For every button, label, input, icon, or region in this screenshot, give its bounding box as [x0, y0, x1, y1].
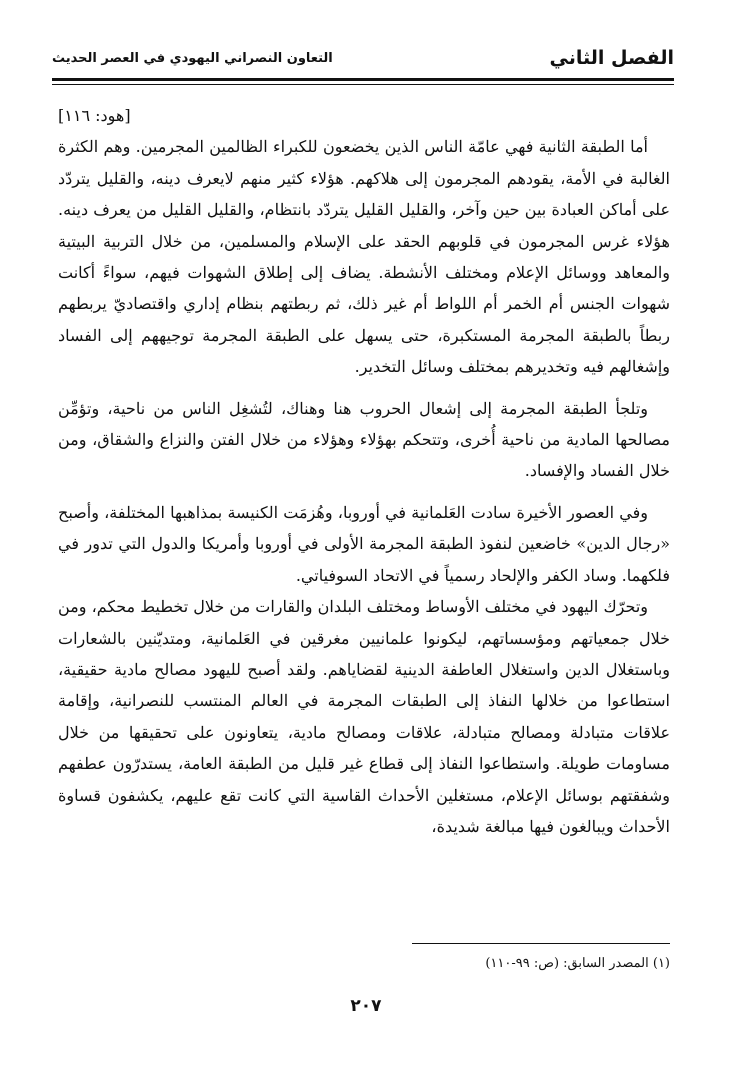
footnote: (١) المصدر السابق: (ص: ٩٩-١١٠)	[485, 956, 670, 971]
quran-reference: [هود: ١١٦]	[58, 106, 131, 125]
paragraph-1: أما الطبقة الثانية فهي عامّة الناس الذين يخضعون للكبراء الظالمين المجرمين. وهم الكثرة الغالبة في الأمة، يقودهم المجرمون إلى هلاكهم. هؤلاء كثير منهم لايعرف دينه، والقليل يتردّد على أماكن العبادة بين حين وآخر، والقليل القليل يتردّد بانتظام، والقليل القليل من يعرف دينه. هؤلاء غرس المجرمون في قلوبهم الحقد على الإسلام والمسلمين، من خلال التربية البيتية والمعاهد ووسائل الإعلام ومختلف الأنشطة. يضاف إلى إطلاق الشهوات فيهم، سواءً أكانت شهوات الجنس أم الخمر أم اللواط أم غير ذلك، ثم ربطتهم بنظام إداري واقتصاديّ يربطهم ربطاً بالطبقة المجرمة المستكبرة، حتى يسهل على الطبقة المجرمة توجيههم إلى الفساد وإشغالهم فيه وتخديرهم بمختلف وسائل التخدير.	[58, 137, 670, 377]
header-rule-thin	[52, 84, 674, 85]
paragraph-4: وتحرّك اليهود في مختلف الأوساط ومختلف البلدان والقارات من خلال تخطيط محكم، ومن خلال جمعياتهم ومؤسساتهم، ليكونوا علمانيين مغرقين في العَلمانية، ومتديّنين بالشعارات وباستغلال الدين واستغلال العاطفة الدينية لقضاياهم. ولقد أصبح لليهود مصالح مادية حقيقية، استطاعوا من خلالها النفاذ إلى الطبقات المجرمة في العالم المنتسب للنصرانية، وإقامة علاقات متبادلة ومصالح متبادلة، علاقات ومصالح مادية، يتعاونون على تحقيقها من خلال مساومات طويلة. واستطاعوا النفاذ إلى قطاع غير قليل من الطبقة العامة، يستدرّون عطفهم وشفقتهم بوسائل الإعلام، مستغلين الأحداث القاسية التي كانت تقع عليهم، يكشفون قساوة الأحداث ويبالغون فيها مبالغة شديدة،	[58, 597, 671, 836]
chapter-title: الفصل الثاني	[549, 47, 674, 69]
page-number: ٢٠٧	[350, 996, 382, 1016]
running-header	[52, 40, 674, 76]
header-rule-thick	[52, 78, 674, 81]
body-text	[58, 100, 670, 842]
book-title: التعاون النصراني اليهودي في العصر الحديث	[52, 50, 333, 66]
footnote-rule	[412, 943, 670, 944]
paragraph-2: وتلجأ الطبقة المجرمة إلى إشعال الحروب هنا وهناك، لتُشغِل الناس من ناحية، وتؤمِّن مصالحها المادية من ناحية أُخرى، وتتحكم بهؤلاء وهؤلاء من خلال الفتن والنزاع والشقاق، ومن خلال الفساد والإفساد.	[58, 398, 670, 481]
paragraph-3: وفي العصور الأخيرة سادت العَلمانية في أوروبا، وهُزمَت الكنيسة بمذاهبها المختلفة، وأصبح «رجال الدين» خاضعين لنفوذ الطبقة المجرمة الأولى في أوروبا وأمريكا والدول التي تدور في فلكهما. وساد الكفر والإلحاد رسمياً في الاتحاد السوفياتي.	[58, 502, 671, 585]
